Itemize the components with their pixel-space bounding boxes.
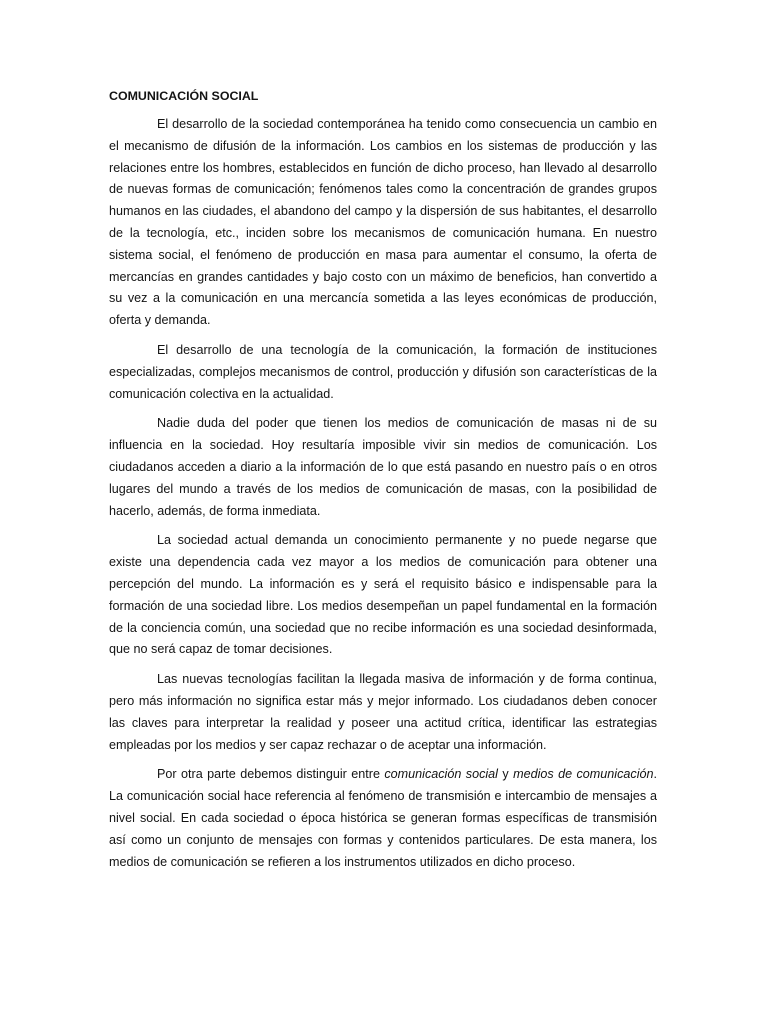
paragraph-6-text-2: y — [497, 767, 514, 782]
paragraph-6 — [109, 764, 657, 873]
document-page — [109, 86, 657, 881]
paragraph-6-text-1: Por otra parte debemos distinguir entre — [157, 767, 385, 782]
paragraph-6-text-3: . La comunicación social hace referencia al fenómeno de transmisión e intercambio de mensajes a nivel social. En cada sociedad o época histórica se generan formas específicas de transmisión así como un conjunto de mensajes con formas y contenidos particulares. De esta manera, los medios de comunicación se refieren a los instrumentos utilizados en dicho proceso. — [109, 767, 657, 869]
paragraph-4: La sociedad actual demanda un conocimiento permanente y no puede negarse que existe una dependencia cada vez mayor a los medios de comunicación para obtener una percepción del mundo. La información es y será el requisito básico e indispensable para la formación de una sociedad libre. Los medios desempeñan un papel fundamental en la formación de la conciencia común, una sociedad que no recibe información es una sociedad desinformada, que no será capaz de tomar decisiones. — [109, 533, 657, 657]
paragraph-1: El desarrollo de la sociedad contemporánea ha tenido como consecuencia un cambio en el mecanismo de difusión de la información. Los cambios en los sistemas de producción y las relaciones entre los hombres, establecidos en función de dicho proceso, han llevado al desarrollo de nuevas formas de comunicación; fenómenos tales como la concentración de grandes grupos humanos en las ciudades, el abandono del campo y la dispersión de sus habitantes, el desarrollo de la tecnología, etc., inciden sobre los mecanismos de comunicación humana. En nuestro sistema social, el fenómeno de producción en masa para aumentar el consumo, la oferta de mercancías en grandes cantidades y bajo costo con un máximo de beneficios, han convertido a su vez a la comunicación en una mercancía sometida a las leyes económicas de producción, oferta y demanda. — [109, 117, 657, 328]
document-title: COMUNICACIÓN SOCIAL — [109, 89, 259, 103]
paragraph-3: Nadie duda del poder que tienen los medios de comunicación de masas ni de su influencia en la sociedad. Hoy resultaría imposible vivir sin medios de comunicación. Los ciudadanos acceden a diario a la información de lo que está pasando en nuestro país o en otros lugares del mundo a través de los medios de comunicación de masas, con la posibilidad de hacerlo, además, de forma inmediata. — [109, 416, 657, 518]
term-comunicacion-social: comunicación social — [384, 767, 498, 782]
paragraph-5: Las nuevas tecnologías facilitan la llegada masiva de información y de forma continua, pero más información no significa estar más y mejor informado. Los ciudadanos deben conocer las claves para interpretar la realidad y poseer una actitud crítica, identificar las estrategias empleadas por los medios y ser capaz rechazar o de aceptar una información. — [109, 672, 657, 752]
term-medios-de-comunicacion: medios de comunicación — [513, 767, 654, 782]
paragraph-2: El desarrollo de una tecnología de la comunicación, la formación de instituciones especializadas, complejos mecanismos de control, producción y difusión son características de la comunicación colectiva en la actualidad. — [109, 342, 657, 401]
